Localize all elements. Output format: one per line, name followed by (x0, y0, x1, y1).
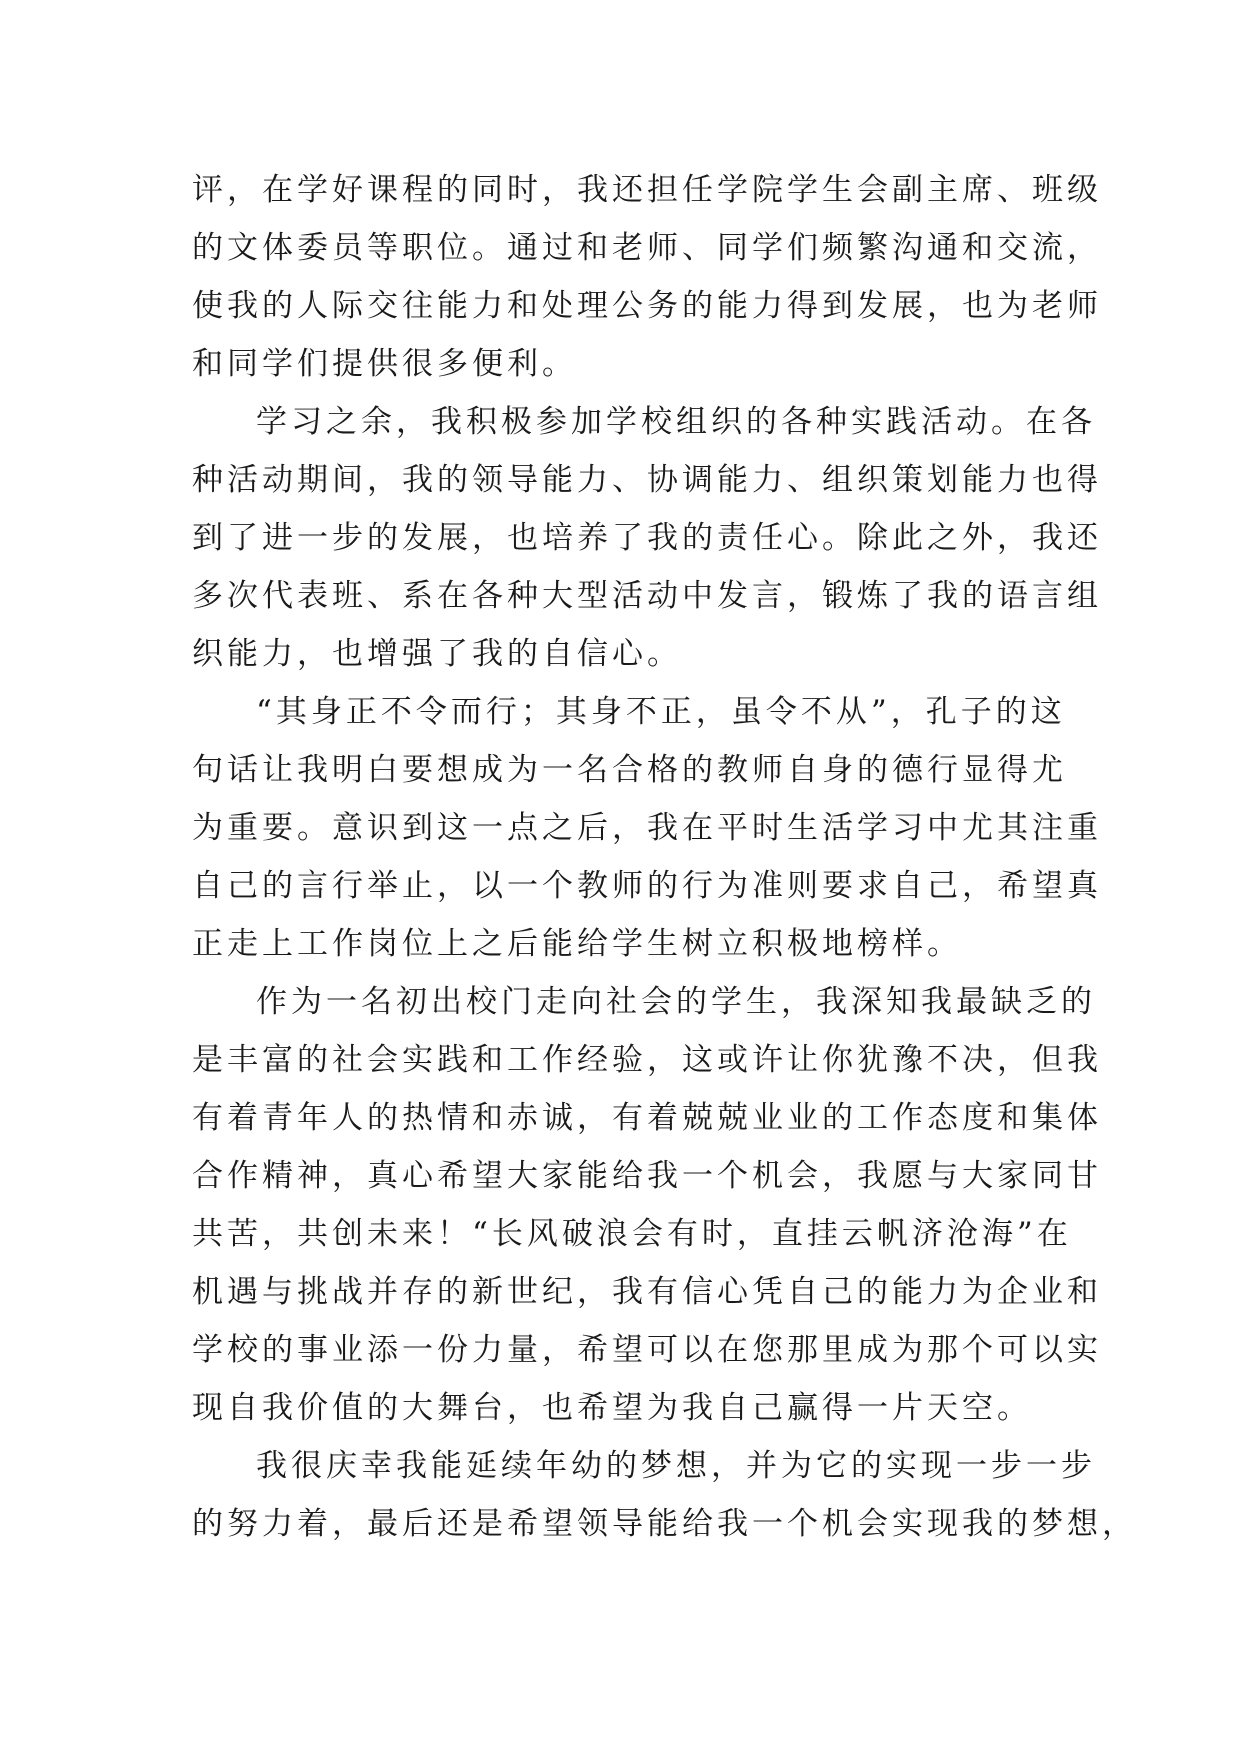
text-line: 的文体委员等职位。通过和老师、同学们频繁沟通和交流， (192, 230, 1102, 266)
text-line: 自己的言行举止，以一个教师的行为准则要求自己，希望真 (192, 868, 1102, 904)
text-line: 和同学们提供很多便利。 (192, 346, 577, 382)
text-line: 有着青年人的热情和赤诚，有着兢兢业业的工作态度和集体 (192, 1100, 1102, 1136)
text-line: 机遇与挑战并存的新世纪，我有信心凭自己的能力为企业和 (192, 1274, 1102, 1310)
text-line: 到了进一步的发展，也培养了我的责任心。除此之外，我还 (192, 520, 1102, 556)
paragraph-start-line: “其身正不令而行；其身不正，虽令不从”，孔子的这 (256, 694, 1066, 730)
text-line: 的努力着，最后还是希望领导能给我一个机会实现我的梦想， (192, 1506, 1137, 1542)
text-line: 现自我价值的大舞台，也希望为我自己赢得一片天空。 (192, 1390, 1032, 1426)
text-line: 织能力，也增强了我的自信心。 (192, 636, 682, 672)
text-line: 正走上工作岗位上之后能给学生树立积极地榜样。 (192, 926, 962, 962)
text-line: 评，在学好课程的同时，我还担任学院学生会副主席、班级 (192, 172, 1102, 208)
text-line: 使我的人际交往能力和处理公务的能力得到发展，也为老师 (192, 288, 1102, 324)
text-line: 种活动期间，我的领导能力、协调能力、组织策划能力也得 (192, 462, 1102, 498)
text-line: 多次代表班、系在各种大型活动中发言，锻炼了我的语言组 (192, 578, 1102, 614)
paragraph-start-line: 我很庆幸我能延续年幼的梦想，并为它的实现一步一步 (256, 1448, 1096, 1484)
text-line: 合作精神，真心希望大家能给我一个机会，我愿与大家同甘 (192, 1158, 1102, 1194)
text-line: 学校的事业添一份力量，希望可以在您那里成为那个可以实 (192, 1332, 1102, 1368)
document-body (192, 161, 1137, 1553)
paragraph-start-line: 学习之余，我积极参加学校组织的各种实践活动。在各 (256, 404, 1096, 440)
text-line: 为重要。意识到这一点之后，我在平时生活学习中尤其注重 (192, 810, 1102, 846)
text-line: 句话让我明白要想成为一名合格的教师自身的德行显得尤 (192, 752, 1067, 788)
paragraph-start-line: 作为一名初出校门走向社会的学生，我深知我最缺乏的 (256, 984, 1096, 1020)
text-line: 共苦，共创未来！“长风破浪会有时，直挂云帆济沧海”在 (192, 1216, 1072, 1252)
text-line: 是丰富的社会实践和工作经验，这或许让你犹豫不决，但我 (192, 1042, 1102, 1078)
